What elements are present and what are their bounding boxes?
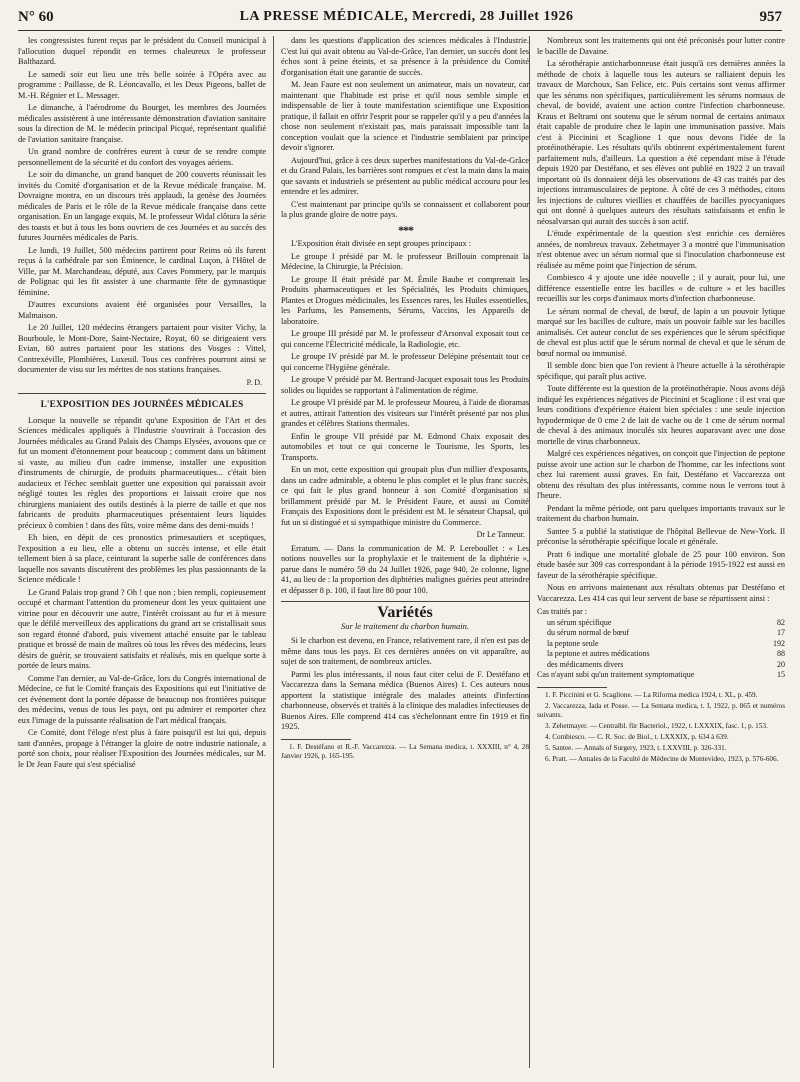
table-row: Cas n'ayant subi qu'un traitement symptomatique 15	[537, 670, 785, 679]
paragraph: Le sérum normal de cheval, de bœuf, de lapin a un pouvoir lytique marqué sur les bacilles de culture, mais un pouvoir faible sur les bacilles animalisés. Cet auteur conclut de ses expériences que le sérum spécifique de cheval est plus actif que le sérum normal de cheval et que le sérum de bœuf normal ou immunisé.	[537, 306, 785, 358]
paragraph: L'Exposition était divisée en sept groupes principaux :	[291, 239, 472, 248]
table-row: des médicaments divers 20	[547, 659, 785, 669]
section-title: L'EXPOSITION DES JOURNÉES MÉDICALES	[40, 399, 244, 409]
journal-title: LA PRESSE MÉDICALE, Mercredi, 28 Juillet 1926	[239, 9, 574, 24]
paragraph: Un grand nombre de confrères eurent à cœur de se rendre compte personnellement de la sécurité et du confort des voyages aériens.	[18, 147, 266, 167]
paragraph: les congressistes furent reçus par le président du Conseil municipal à l'allocution duquel répondit en termes chaleureux le professeur Balthazard.	[18, 36, 266, 66]
section-rule	[18, 393, 266, 394]
paragraph: Nous en arrivons maintenant aux résultats obtenus par Destéfano et Vaccarezza. Les 414 cas qui leur servent de base se répartissent ainsi :	[537, 583, 785, 603]
footnote-rule	[537, 687, 607, 688]
paragraph: dans les questions d'application des sciences médicales à l'Industrie. C'est lui qui avait obtenu au Val-de-Grâce, l'an dernier, un succès dont les échos sont à peine éteints, et sa présence à la présidence du Comité d'organisation était une garantie de succès.	[281, 36, 529, 77]
paragraph: Le dimanche, à l'aérodrome du Bourget, les membres des Journées médicales assistèrent à une intéressante démonstration d'aviation sanitaire sous la direction de M. le médecin principal Picqué, représentant qualifié de l'aviation sanitaire française.	[18, 103, 266, 144]
footnote: 4. Combiesco. — C. R. Soc. de Biol., t. LXXXIX, p. 634 à 639.	[545, 732, 729, 741]
table-row: la peptone et autres médications 88	[547, 649, 785, 658]
paragraph: La sérothérapie anticharbonneuse était jusqu'à ces dernières années la méthode de choix à laquelle tous les auteurs se ralliaient depuis les travaux de Marchoux, San Felice, etc. Puis certains sont venus affirmer que les sérums non spécifiques, particulièrement les sérums normaux de cheval, de bovidé, avaient une action contre l'infection charbonneuse. Kraus et Beltrami ont soutenu que le sérum normal de certains animaux était capable de produire chez le lapin une immunisation passive. Mais c'est à Piccinini et Scaglione 1 que nous devons l'idée de la protéinothérapie. Les résultats qu'ils obtinrent expérimentalement furent parfaitement nuls, d'ailleurs. La question a été cependant mise à l'étude depuis 1920 par Destéfano, et ses élèves ont publié en 1922 2 un travail important où ils donnaient déjà les observations de 43 cas traités par des injections intramusculaires de peptone. À côté de ces 3 méthodes, citons les injections de cultures vieillies et chauffées de bacilles pyocyaniques qui ont donné à quelques auteurs des résultats satisfaisants et enfin le néosalvarsan qui aurait des succès à son actif.	[537, 59, 785, 226]
running-header	[18, 4, 782, 31]
cases-header: Cas traités par :	[537, 607, 587, 616]
erratum: Erratum. — Dans la communication de M. P. Lereboullet : « Les notions nouvelles sur la prophylaxie et le traitement de la diphtérie », parue dans le numéro 59 du 24 Juillet 1926, page 940, 2e colonne, ligne 41, au lieu de : la proportion des diphtéries malignes guéries peut atteindre et dépasser 8 p. 100, il faut lire 80 pour 100.	[281, 543, 529, 595]
section-subtitle: Sur le traitement du charbon humain.	[341, 620, 469, 631]
column-divider	[273, 36, 274, 1068]
paragraph: C'est maintenant par principe qu'ils se connaissent et collaborent pour la plus grande gloire de notre pays.	[281, 199, 529, 219]
footnote: 1. F. Destéfano et R.-F. Vaccarezza. — La Semana medica, t. XXXIII, n° 4, 28 Janvier 1926, p. 165-195.	[281, 742, 529, 760]
paragraph: M. Jean Faure est non seulement un animateur, mais un novateur, car maintenant que l'habitude est prise et qu'il nous semble simple et indispensable de lier à toute manifestation scientifique une Exposition pratique, il fallait en offrir l'esprit pour se rappeler qu'il y a peu d'années la chose non seulement n'existait pas, mais paraissait impossible tant la conception voulait que la science et l'industrie semblaient par principe devoir s'ignorer.	[281, 80, 529, 152]
section-separator: * * *	[398, 222, 412, 237]
column-2	[281, 36, 529, 763]
footnote-rule	[281, 739, 351, 740]
paragraph: Nombreux sont les traitements qui ont été préconisés pour lutter contre le bacille de Davaine.	[537, 36, 785, 56]
paragraph: Le groupe I présidé par M. le professeur Brillouin comprenait la Médecine, la Chirurgie, la Précision.	[281, 251, 529, 271]
paragraph: Le groupe III présidé par M. le professeur d'Arsonval exposait tout ce qui concerne l'Électricité médicale, la Radiologie, etc.	[281, 329, 529, 349]
column-divider	[529, 36, 530, 1068]
paragraph: Le samedi soir eut lieu une très belle soirée à l'Opéra avec au programme : Paillasse, de R. Léoncavallo, et les Deux Pigeons, ballet de M.-H. Régnier et L. Messager.	[18, 69, 266, 100]
table-row: la peptone seule 192	[547, 638, 785, 648]
footnote: 1. F. Piccinini et G. Scaglione. — La Riforma medica 1924, t. XL, p. 459.	[545, 690, 758, 699]
section-title: Variétés	[377, 604, 433, 621]
paragraph: Le groupe V présidé par M. Bertrand-Jacquet exposait tous les Produits solides ou liquides se rapportant à l'alimentation de régime.	[281, 375, 529, 395]
table-row: un sérum spécifique 82	[547, 617, 785, 627]
paragraph: Eh bien, en dépit de ces pronostics primesautiers et sceptiques, l'exposition a eu lieu, elle a obtenu un succès intense, et elle était tellement bien à sa place, ceinturant la superbe salle de conférences dans laquelle nos savants discutèrent des problèmes les plus passionnants de la Science médicale !	[18, 533, 266, 584]
paragraph: Toute différente est la question de la protéinothérapie. Nous avons déjà indiqué les expériences négatives de Piccinini et Scaglione : il est vrai que leurs conditions d'expérience étaient bien spéciales : une seule injection hypodermique de 0 cme 2 de lait de vache ou de 1 cme de sérum normal de cheval à des animaux inoculés six heures auparavant avec une dose mortelle de virus charbonneux.	[537, 384, 785, 446]
table-row: du sérum normal de bœuf 17	[547, 628, 785, 637]
footnote: 3. Zehetmayer. — Centralbl. für Bacteriol., 1922, t. LXXXIX, fasc. 1, p. 153.	[545, 721, 768, 730]
paragraph: D'autres excursions avaient été organisées pour Versailles, la Malmaison.	[18, 300, 266, 320]
paragraph: Le 20 Juillet, 120 médecins étrangers partaient pour visiter Vichy, la Bourboule, le Mont-Dore, Saint-Nectaire, Royat, 60 se dirigeaient vers Evian, 60 autres partaient pour les stations des Vosges : Vittel, Contrexéville, Plombières, Luxeuil. Tous ces confrères pourront ainsi se documenter de visu sur les mérites de nos stations françaises.	[18, 323, 266, 374]
paragraph: En un mot, cette exposition qui groupait plus d'un millier d'exposants, dans un cadre admirable, a obtenu le plus complet et le plus franc succès, ce qui fait le plus grand honneur à son Comité d'organisation si brillamment présidé par M. le Président Faure, et aussi au Comité Français des Expositions dont le président est M. le sénateur Chapsal, qui fut un si distingué et si sympathique ministre du Commerce.	[281, 465, 529, 527]
paragraph: Pendant la même période, ont paru quelques importants travaux sur le traitement du charbon humain.	[537, 503, 785, 523]
cases-table	[537, 607, 785, 681]
paragraph: Le Grand Palais trop grand ? Oh ! que non ; bien rempli, copieusement occupé et charmant l'attention du promeneur dont les yeux quittaient une vitrine pour en découvrir une autre, l'intérêt croissant au fur et à mesure que le défilé merveilleux des applications du grand art se cristallisait sous son regard étonné d'abord, puis vivement attaché ensuite par le tableau pratique et brossé de main de maîtres où tous les rêves des médecins, leurs désirs de guérir, se trouvaient satisfaits et réalisés, mis en quelque sorte à portée de leurs mains.	[18, 587, 266, 670]
paragraph: Aujourd'hui, grâce à ces deux superbes manifestations du Val-de-Grâce et du Grand Palais, les barrières sont rompues et c'est la main dans la main que savants et industriels se présentent au public médical accouru pour les entendre et les admirer.	[281, 155, 529, 196]
paragraph: Comme l'an dernier, au Val-de-Grâce, lors du Congrès international de Médecine, ce fut le Comité français des Expositions qui eut l'initiative de cet événement dont la portée dépasse de beaucoup nos frontières puisque des médecins, venus de tous les pays, ont pu admirer et remporter chez eux l'image de la puissante réalisation de l'art médical français.	[18, 673, 266, 725]
footnote: 2. Vaccarezza, Iada et Posse. — La Semana medica, t. I, 1922, p. 865 et numéros suivants.	[537, 701, 785, 719]
paragraph: Combiesco 4 y ajoute une idée nouvelle ; il y aurait, pour lui, une différence essentielle entre les bacilles « de culture » et les bacilles recueillis sur les corps d'animaux morts d'infection charbonneuse.	[537, 273, 785, 303]
paragraph: Si le charbon est devenu, en France, relativement rare, il n'en est pas de même dans tous les pays. Et ces dernières années on vit apparaître, au sujet de son traitement, de nombreux articles.	[281, 636, 529, 666]
paragraph: Pratt 6 indique une mortalité globale de 25 pour 100 environ. Son étude basée sur 309 cas correspondant à la période 1915-1922 est aussi en faveur de la sérothérapie spécifique.	[537, 549, 785, 580]
footnote: 6. Pratt. — Annales de la Faculté de Médecine de Montevideo, 1923, p. 576-606.	[545, 754, 779, 763]
paragraph: Le groupe II était présidé par M. Émile Baube et comprenait les Produits pharmaceutiques et les Spécialités, les Produits chimiques, Plantes et Drogues médicinales, les Essences rares, les Huiles essentielles, les Parfums, les Pansements, Sérums, Vaccins, les Appareils de laboratoire.	[281, 274, 529, 326]
column-3	[537, 36, 785, 766]
signature: Dr Le Tanneur.	[476, 530, 525, 539]
paragraph: Le lundi, 19 Juillet, 500 médecins partirent pour Reims où ils furent reçus à la cathédrale par son Éminence, le cardinal Luçon, à l'Hôtel de Ville, par M. Marchandeau, député, aux Caves Pommery, par le marquis de Polignac qui les fit assister à une charmante fête de gymnastique féminine.	[18, 245, 266, 297]
paragraph: Ce Comité, dont l'éloge n'est plus à faire puisqu'il est lui qui, depuis tant d'années, propage à l'étranger la gloire de notre industrie nationale, a porté son choix, pour réaliser l'Exposition des Journées médicales, sur M. le Dr Jean Faure qui s'est spécialisé	[18, 728, 266, 769]
paragraph: Parmi les plus intéressants, il nous faut citer celui de F. Destéfano et Vaccarezza dans la Semana médica (Buenos Aires) 1. Ces auteurs nous apportent la statistique intégrale des malades atteints d'infection charbonneuse, observés et traités à la clinique des maladies infectieuses de Buenos Aires. Elle comprend 414 cas s'échelonnant entre fin 1919 et fin 1925.	[281, 669, 529, 731]
paragraph: Le groupe VI présidé par M. le professeur Moureu, à l'aide de dioramas et autres, attirait l'attention des visiteurs sur l'intérêt présenté par nos plus grandes et célèbres Stations thermales.	[281, 398, 529, 428]
footnote: 5. Santee. — Annals of Surgery, 1923, t. LXXVIII, p. 326-331.	[545, 743, 727, 752]
paragraph: L'étude expérimentale de la question s'est enrichie ces dernières années, de nombreux travaux. Zehetmayer 3 a montré que l'immunisation n'est obtenue avec un sérum normal que si l'inoculation charbonneuse est réalisée au même point que l'injection de sérum.	[537, 229, 785, 270]
paragraph: Santee 5 a publié la statistique de l'hôpital Bellevue de New-York. Il préconise la sérothérapie spécifique locale et générale.	[537, 526, 785, 546]
page-number: 957	[759, 8, 782, 25]
column-1	[18, 36, 266, 772]
section-rule	[281, 601, 529, 602]
paragraph: Le groupe IV présidé par M. le professeur Delépine présentait tout ce qui concerne l'Hygiène générale.	[281, 352, 529, 372]
paragraph: Malgré ces expériences négatives, on conçoit que l'injection de peptone puisse avoir une action sur le charbon de l'homme, car les infections sont chez lui rarement aussi graves. En fait, Destéfano et Vaccarezza ont obtenu des résultats des plus intéressants, comme nous le verrons tout à l'heure.	[537, 449, 785, 500]
paragraph: Lorsque la nouvelle se répandit qu'une Exposition de l'Art et des Sciences médicales appliqués à l'Industrie s'ouvrirait à l'occasion des Journées médicales au Grand Palais des Champs Elysées, avouons que ce fut un moment d'étonnement pour beaucoup ; comment dans un bâtiment si vaste, au milieu d'un cadre immense, installer une exposition d'instruments de chirurgie, de produits pharmaceutiques... c'était bien audacieux et l'échec semblait guetter une exposition qui paraissait avoir négligé toutes les règles des proportions et laissait croire que nos chirurgiens maniaient des outils destinés à la pierre de taille et que nos fabricants de produits pharmaceutiques présentaient leurs liquides précieux ô combien ! dans des fûts, voire même dans des demi-muids !	[18, 415, 266, 530]
issue-number: N° 60	[18, 8, 54, 25]
paragraph: Enfin le groupe VII présidé par M. Edmond Chaix exposait des automobiles et tout ce qui concerne le Tourisme, les Sports, les Transports.	[281, 431, 529, 462]
paragraph: Le soir du dimanche, un grand banquet de 200 couverts réunissait les invités du Comité d'organisation et de la Revue médicale française. M. Dovraigne montra, en un discours très applaudi, la genèse des Journées médicales de Paris et le rôle de la Revue médicale française dans cette organisation. En un langage exquis, M. le professeur Widal clôtura la série des toasts et but à tous les bons ouvriers de ces Journées et au succès des futures Journées médicales de Paris.	[18, 170, 266, 242]
paragraph: Il semble donc bien que l'on revient à l'heure actuelle à la sérothérapie spécifique, qui paraît plus active.	[537, 361, 785, 381]
signature: P. D.	[246, 377, 262, 387]
